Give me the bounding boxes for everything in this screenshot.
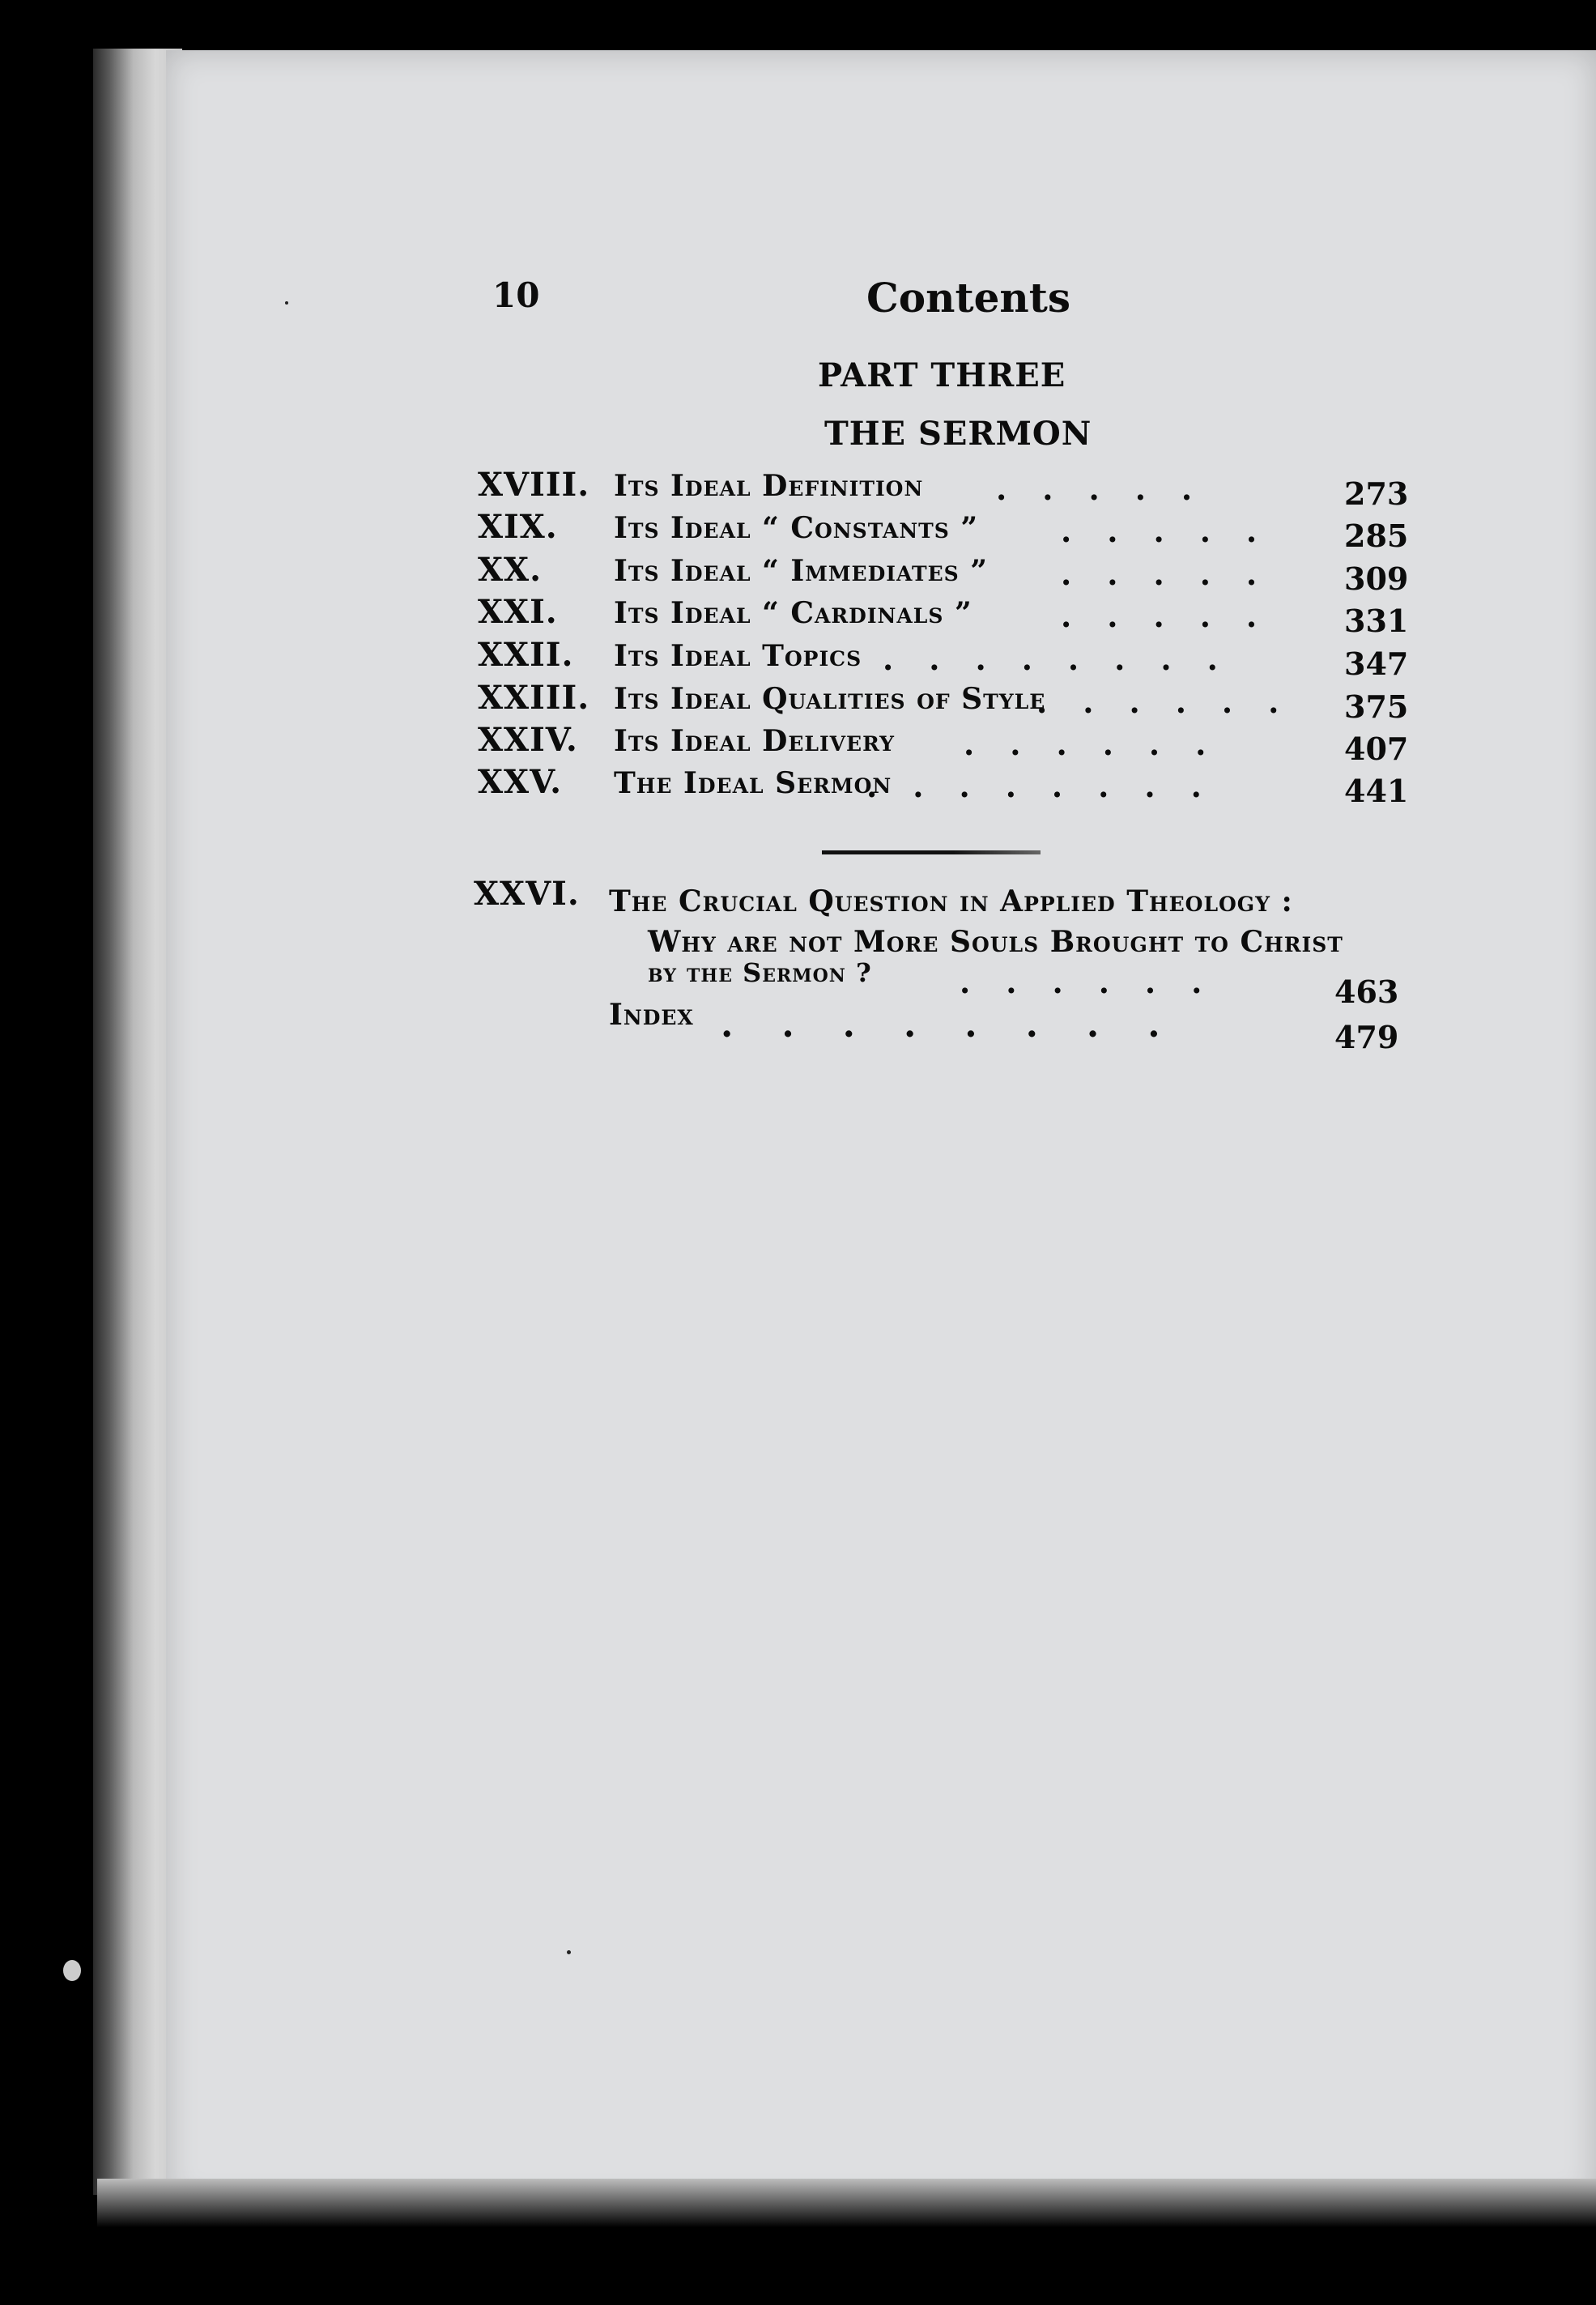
- chapter-page: 273: [1344, 475, 1409, 512]
- toc-row: [478, 466, 1409, 512]
- index-label: Index: [609, 998, 694, 1032]
- chapter-number: XVIII.: [478, 466, 590, 504]
- page-number: 10: [492, 275, 540, 315]
- section-divider: [822, 850, 1041, 854]
- chapter-title: Its Ideal “ Constants ”: [614, 511, 979, 545]
- chapter-number: XX.: [478, 551, 542, 589]
- toc-row: [478, 551, 1409, 597]
- chapter-title: Its Ideal Delivery: [614, 724, 895, 758]
- chapter-title-line: Why are not More Souls Brought to Christ: [648, 925, 1343, 959]
- chapter-title-line: by the Sermon ?: [648, 957, 872, 988]
- chapter-page: 309: [1344, 560, 1409, 597]
- chapter-title: The Ideal Sermon: [614, 766, 892, 800]
- chapter-page: 463: [1334, 974, 1399, 1010]
- speck: [63, 1960, 81, 1981]
- leader-dots: ........: [883, 641, 1253, 677]
- chapter-page: 375: [1344, 688, 1409, 725]
- chapter-page: 407: [1344, 731, 1409, 767]
- chapter-title: Its Ideal Topics: [614, 639, 862, 673]
- page-bottom-edge: [97, 2179, 1596, 2227]
- chapter-title: Its Ideal Qualities of Style: [614, 682, 1046, 716]
- chapter-title: Its Ideal Definition: [614, 469, 924, 503]
- chapter-title-line: The Crucial Question in Applied Theology :: [609, 884, 1293, 918]
- speck: [567, 1950, 571, 1954]
- leader-dots: ........: [721, 1004, 1209, 1046]
- toc-row: [478, 636, 1409, 682]
- leader-dots: .....: [1061, 556, 1293, 592]
- running-head: Contents: [866, 274, 1071, 322]
- chapter-number: XXVI.: [474, 875, 580, 913]
- chapter-number: XXV.: [478, 763, 563, 801]
- chapter-number: XXIV.: [478, 721, 578, 759]
- chapter-number: XXI.: [478, 593, 558, 631]
- chapter-number: XXIII.: [478, 679, 590, 717]
- toc-row: [478, 508, 1409, 554]
- leader-dots: ........: [866, 768, 1237, 804]
- section-title: THE SERMON: [824, 415, 1092, 453]
- leader-dots: .....: [996, 471, 1228, 507]
- leader-dots: ......: [960, 964, 1238, 1000]
- chapter-page: 441: [1344, 773, 1409, 809]
- toc-row: [478, 721, 1409, 767]
- leader-dots: .....: [1061, 598, 1293, 634]
- toc-row: [478, 679, 1409, 725]
- leader-dots: ......: [1036, 684, 1315, 720]
- index-page: 479: [1334, 1019, 1399, 1055]
- chapter-number: XXII.: [478, 636, 574, 674]
- speck: [285, 301, 288, 305]
- chapter-title: Its Ideal “ Immediates ”: [614, 554, 988, 588]
- chapter-title: Its Ideal “ Cardinals ”: [614, 596, 972, 630]
- chapter-page: 347: [1344, 645, 1409, 682]
- toc-row: [478, 763, 1409, 809]
- chapter-page: 331: [1344, 603, 1409, 639]
- leader-dots: ......: [964, 726, 1242, 762]
- toc-row: [478, 593, 1409, 639]
- leader-dots: .....: [1061, 513, 1293, 549]
- chapter-number: XIX.: [478, 508, 558, 546]
- chapter-page: 285: [1344, 518, 1409, 554]
- part-title: PART THREE: [818, 356, 1066, 394]
